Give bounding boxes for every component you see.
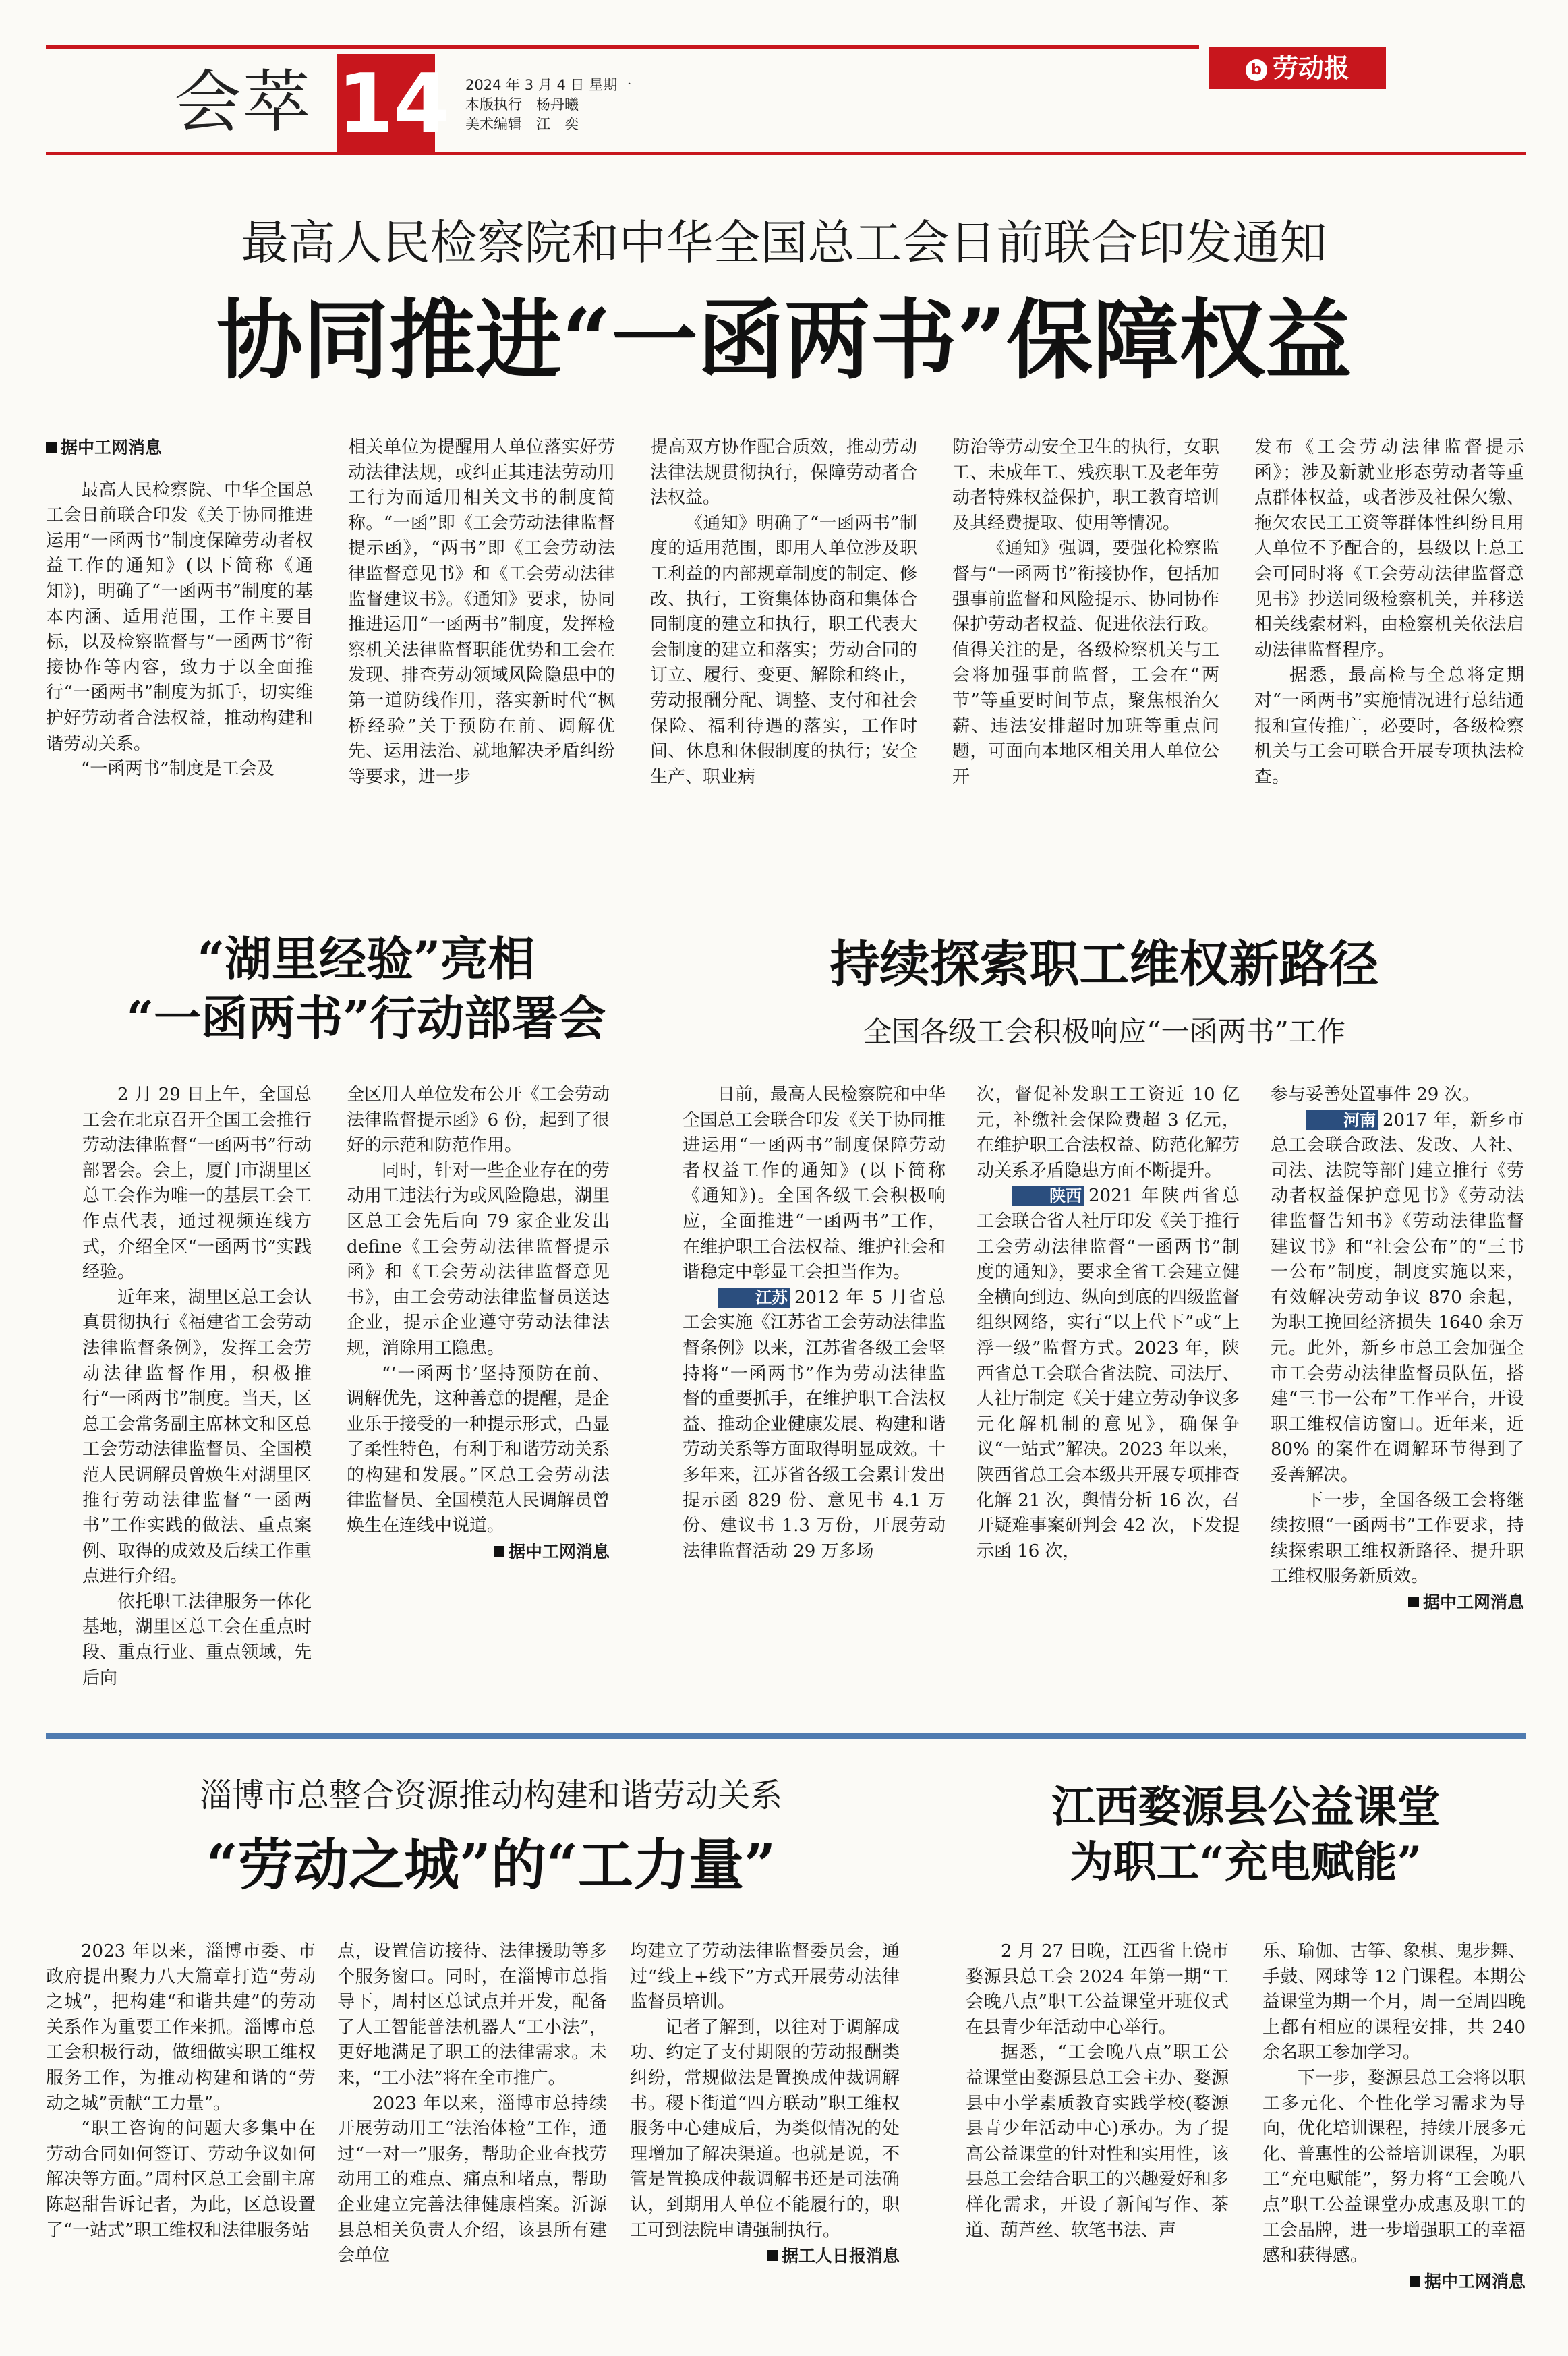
paragraph: 提高双方协作配合质效，推动劳动法律法规贯彻执行，保障劳动者合法权益。 [650, 437, 917, 509]
article1-col2 [348, 435, 615, 790]
article2-col1 [82, 1083, 312, 1691]
article3-source: 据中工网消息 [1271, 1590, 1524, 1615]
paragraph: 全区用人单位发布公开《工会劳动法律监督提示函》6 份，起到了很好的示范和防范作用。 [347, 1085, 610, 1156]
designer-line: 美术编辑 江 奕 [465, 116, 579, 132]
paragraph-shaanxi: 2021 年陕西省总工会联合省人社厅印发《关于推行工会劳动法律监督“一函两书”制度的通知》，要求全省工会建立健全横向到边、纵向到底的四级监督组织网络，实行“以上代下”或“上浮一级”监督方式。2023 年，陕西省总工会联合省法院、司法厅、人社厅制定《关于建立劳动争议多元化解机制的意见》，确保争议“一站式”解决。2023 年以来，陕西省总工会本级共开展专项排查化解 21 次，舆情分析 16 次，召开疑难事案研判会 42 次，下发提示函 16 次， [977, 1186, 1240, 1561]
paragraph: 记者了解到，以往对于调解成功、约定了支付期限的劳动报酬类纠纷，常规做法是置换成仲裁调解书。稷下街道“四方联动”职工维权服务中心建成后，为类似情况的处理增加了解决渠道。也就是说，不管是置换成仲裁调解书还是司法确认，到期用人单位不能履行的，职工可到法院申请强制执行。 [630, 2017, 900, 2241]
paragraph: 2 月 27 日晚，江西省上饶市婺源县总工会 2024 年第一期“工会晚八点”职工公益课堂开班仪式在县青少年活动中心举行。 [966, 1941, 1229, 2038]
article2-headline-line1: “湖里经验”亮相 [197, 931, 535, 987]
article1-col1 [46, 435, 313, 782]
article1-col4 [952, 435, 1219, 790]
paragraph: “职工咨询的问题大多集中在劳动合同如何签订、劳动争议如何解决等方面。”周村区总工会副主席陈赵甜告诉记者，为此，区总设置了“一站式”职工维权和法律服务站 [46, 2119, 316, 2241]
paragraph: 乐、瑜伽、古筝、象棋、鬼步舞、手鼓、网球等 12 门课程。本期公益课堂为期一个月，周一至周四晚上都有相应的课程安排，共 240 余名职工参加学习。 [1262, 1941, 1526, 2063]
article2-headline-line2: “一函两书”行动部署会 [126, 990, 606, 1046]
article4-col3 [630, 1939, 900, 2269]
region-tag-henan: 河南 [1306, 1110, 1378, 1130]
logo-text: 劳动报 [1272, 53, 1349, 83]
header-top-rule [46, 45, 1199, 49]
region-tag-jiangsu: 江苏 [718, 1288, 790, 1308]
article2-source: 据中工网消息 [347, 1539, 610, 1565]
article3-subhead: 全国各级工会积极响应“一函两书”工作 [863, 1015, 1345, 1048]
paragraph: 参与妥善处置事件 29 次。 [1271, 1085, 1480, 1105]
newspaper-logo [1209, 47, 1386, 89]
article4-col1 [46, 1939, 316, 2243]
article1-byline: 据中工网消息 [46, 435, 313, 461]
article3-col2 [977, 1083, 1240, 1564]
page-number: 14 [337, 54, 435, 155]
article1-kicker: 最高人民检察院和中华全国总工会日前联合印发通知 [241, 215, 1327, 270]
article3-col1 [683, 1083, 946, 1564]
paragraph-henan: 2017 年，新乡市总工会联合政法、发改、人社、司法、法院等部门建立推行《劳动者权益保护意见书》《劳动法律监督告知书》《劳动法律监督建议书》和“社会公布”的“三书一公布”制度，制度实施以来，有效解决劳动争议 870 余起，为职工挽回经济损失 1640 余万元。此外，新乡市总工会加强全市工会劳动法律监督员队伍，搭建“三书一公布”工作平台，开设职工维权信访窗口。近年来，近 80% 的案件在调解环节得到了妥善解决。 [1271, 1110, 1524, 1485]
paragraph: 次，督促补发职工工资近 10 亿元，补缴社会保险费超 3 亿元，在维护职工合法权益、防范化解劳动关系矛盾隐患方面不断提升。 [977, 1085, 1240, 1181]
article1-headline: 协同推进“一函两书”保障权益 [216, 290, 1352, 391]
article5-source: 据中工网消息 [1262, 2269, 1526, 2295]
paragraph: 2 月 29 日上午，全国总工会在北京召开全国工会推行劳动法律监督“一函两书”行动部署会。会上，厦门市湖里区总工会作为唯一的基层工会工作点代表，通过视频连线方式，介绍全区“一函两书”实践经验。 [82, 1085, 312, 1283]
section-divider [46, 1733, 1526, 1739]
paragraph: 防治等劳动安全卫生的执行，女职工、未成年工、残疾职工及老年劳动者特殊权益保护，职工教育培训及其经费提取、使用等情况。 [952, 437, 1219, 534]
paragraph: 据悉，“工会晚八点”职工公益课堂由婺源县总工会主办、婺源县中小学素质教育实践学校(婺源县青少年活动中心)承办。为了提高公益课堂的针对性和实用性，该县总工会结合职工的兴趣爱好和多样化需求，开设了新闻写作、茶道、葫芦丝、软笔书法、声 [966, 2042, 1229, 2241]
article5-headline-line1: 江西婺源县公益课堂 [1051, 1782, 1441, 1833]
paragraph: 近年来，湖里区总工会认真贯彻执行《福建省工会劳动法律监督条例》，发挥工会劳动法律监督作用，积极推行“一函两书”制度。当天，区总工会常务副主席林文和区总工会劳动法律监督员、全国模范人民调解员曾焕生对湖里区推行劳动法律监督“一函两书”工作实践的做法、重点案例、取得的成效及后续工作重点进行介绍。 [82, 1287, 312, 1587]
header-bottom-rule [46, 152, 1526, 155]
paragraph: 相关单位为提醒用人单位落实好劳动法律法规，或纠正其违法劳动用工行为而适用相关文书的制度简称。“一函”即《工会劳动法律监督提示函》，“两书”即《工会劳动法律监督意见书》和《工会劳动法律监督建议书》。《通知》要求，协同推进运用“一函两书”制度，发挥检察机关法律监督职能优势和工会在发现、排查劳动领域风险隐患中的第一道防线作用，落实新时代“枫桥经验”关于预防在前、调解优先、运用法治、就地解决矛盾纠纷等要求，进一步 [348, 437, 615, 787]
region-tag-shaanxi: 陕西 [1012, 1186, 1084, 1206]
article4-source: 据工人日报消息 [630, 2243, 900, 2269]
article1-col5 [1254, 435, 1524, 790]
paragraph: 最高人民检察院、中华全国总工会日前联合印发《关于协同推进运用“一函两书”制度保障劳动者权益工作的通知》(以下简称《通知》)，明确了“一函两书”制度的基本内涵、适用范围，工作主要目标，以及检察监督与“一函两书”衔接协作等内容，致力于以全面推行“一函两书”制度为抓手，切实维护好劳动者合法权益，推动构建和谐劳动关系。 [46, 480, 313, 754]
paragraph: 据悉，最高检与全总将定期对“一函两书”实施情况进行总结通报和宣传推广，必要时，各级检察机关与工会可联合开展专项执法检查。 [1254, 665, 1524, 787]
article5-col2 [1262, 1939, 1526, 2294]
paragraph: 日前，最高人民检察院和中华全国总工会联合印发《关于协同推进运用“一函两书”制度保障劳动者权益工作的通知》(以下简称《通知》)。全国各级工会积极响应，全面推进“一函两书”工作，在维护职工合法权益、维护社会和谐稳定中彰显工会担当作为。 [683, 1085, 946, 1283]
paragraph: 发布《工会劳动法律监督提示函》；涉及新就业形态劳动者等重点群体权益，或者涉及社保欠缴、拖欠农民工工资等群体性纠纷且用人单位不予配合的，县级以上总工会可同时将《工会劳动法律监督意见书》抄送同级检察机关，并移送相关线索材料，由检察机关依法启动法律监督程序。 [1254, 437, 1524, 660]
section-name: 会萃 [174, 63, 312, 142]
paragraph: “一函两书”制度是工会及 [81, 759, 274, 780]
paragraph: “‘一函两书’坚持预防在前、调解优先，这种善意的提醒，是企业乐于接受的一种提示形式，凸显了柔性特色，有利于和谐劳动关系的构建和发展。”区总工会劳动法律监督员、全国模范人民调解员曾焕生在连线中说道。 [347, 1363, 610, 1536]
article3-headline: 持续探索职工维权新路径 [830, 936, 1379, 994]
logo-mark-icon: b [1246, 59, 1267, 81]
paragraph: 下一步，婺源县总工会将以职工多元化、个性化学习需求为导向，优化培训课程，持续开展多元化、普惠性的公益培训课程，为职工“充电赋能”，努力将“工会晚八点”职工公益课堂办成惠及职工的工会品牌，进一步增强职工的幸福感和获得感。 [1262, 2067, 1526, 2266]
article3-col3 [1271, 1083, 1524, 1615]
paragraph: 点，设置信访接待、法律援助等多个服务窗口。同时，在淄博市总指导下，周村区总试点并开发，配备了人工智能普法机器人“工小法”，更好地满足了职工的法律需求。未来，“工小法”将在全市推广。 [337, 1941, 607, 2088]
paragraph: 均建立了劳动法律监督委员会，通过“线上+线下”方式开展劳动法律监督员培训。 [630, 1941, 900, 2013]
article4-headline: “劳动之城”的“工力量” [206, 1833, 776, 1897]
article2-col2 [347, 1083, 610, 1564]
paragraph: 《通知》强调，要强化检察监督与“一函两书”衔接协作，包括加强事前监督和风险提示、协同协作保护劳动者权益、促进依法行政。值得关注的是，各级检察机关与工会将加强事前监督，工会在“两节”等重要时间节点，聚焦根治欠薪、违法安排超时加班等重点问题，可面向本地区相关用人单位公开 [952, 538, 1219, 787]
article4-col2 [337, 1939, 607, 2269]
article5-col1 [966, 1939, 1229, 2243]
paragraph: 2023 年以来，淄博市总持续开展劳动用工“法治体检”工作，通过“一对一”服务，帮助企业查找劳动用工的难点、痛点和堵点，帮助企业建立完善法律健康档案。沂源县总相关负责人介绍，该县所有建会单位 [337, 2093, 607, 2266]
paragraph: 下一步，全国各级工会将继续按照“一函两书”工作要求，持续探索职工维权新路径、提升职工维权服务新质效。 [1271, 1490, 1524, 1587]
paragraph-jiangsu: 2012 年 5 月省总工会实施《江苏省工会劳动法律监督条例》以来，江苏省各级工会坚持将“一函两书”作为劳动法律监督的重要抓手，在维护职工合法权益、推动企业健康发展、构建和谐劳动关系等方面取得明显成效。十多年来，江苏省各级工会累计发出提示函 829 份、意见书 4.1 万份、建议书 1.3 万份，开展劳动法律监督活动 29 万多场 [683, 1287, 946, 1561]
editor-line: 本版执行 杨丹曦 [465, 96, 579, 113]
paragraph: 依托职工法律服务一体化基地，湖里区总工会在重点时段、重点行业、重点领域，先后向 [82, 1591, 312, 1688]
header-meta [465, 76, 631, 134]
paragraph: 2023 年以来，淄博市委、市政府提出聚力八大篇章打造“劳动之城”，把构建“和谐共建”的劳动关系作为重要工作来抓。淄博市总工会积极行动，做细做实职工维权服务工作，为推动构建和谐的“劳动之城”贡献“工力量”。 [46, 1941, 316, 2114]
article4-kicker: 淄博市总整合资源推动构建和谐劳动关系 [199, 1777, 782, 1814]
date-line: 2024 年 3 月 4 日 星期一 [465, 77, 632, 93]
article5-headline-line2: 为职工“充电赋能” [1070, 1837, 1422, 1888]
paragraph: 同时，针对一些企业存在的劳动用工违法行为或风险隐患，湖里区总工会先后向 79 家企业发出define《工会劳动法律监督提示函》和《工会劳动法律监督意见书》，由工会劳动法律监督员送达企业，提示企业遵守劳动法律法规，消除用工隐患。 [347, 1160, 610, 1358]
paragraph: 《通知》明确了“一函两书”制度的适用范围，即用人单位涉及职工利益的内部规章制度的制定、修改、执行，工资集体协商和集体合同制度的建立和执行，职工代表大会制度的建立和落实；劳动合同的订立、履行、变更、解除和终止，劳动报酬分配、调整、支付和社会保险、福利待遇的落实，工作时间、休息和休假制度的执行；安全生产、职业病 [650, 513, 917, 787]
article1-col3 [650, 435, 917, 790]
